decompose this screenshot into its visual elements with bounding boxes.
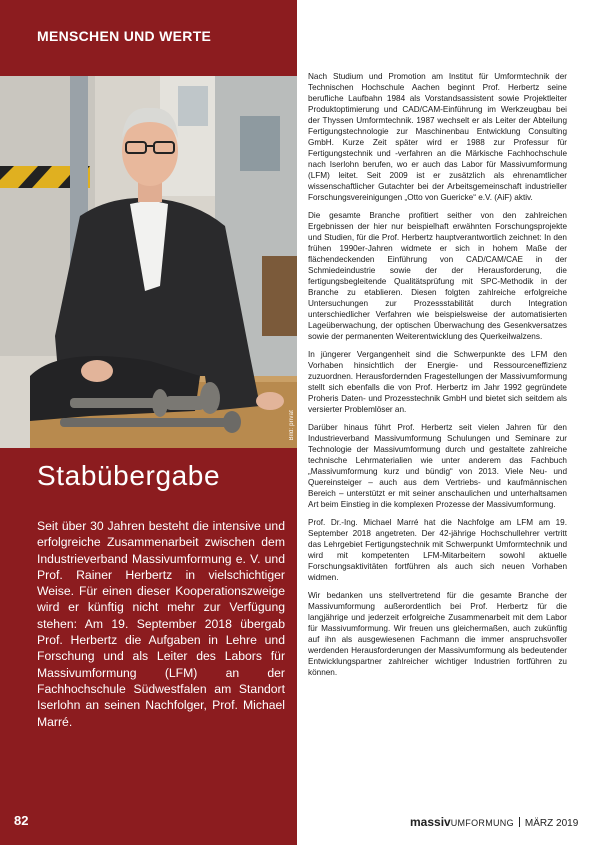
page-number: 82 [14, 813, 29, 828]
body-paragraph: In jüngerer Vergangenheit sind die Schwerpunkte des LFM den Vorhaben hinsichtlich der Energie- und Ressourceneffizienz zuzuordnen. Herausfordernden Fragestellungen der Massivumformung stellt sich ebenfalls die von Prof. Herbertz im Jahr 1992 gegründete Proheris Daten- und Prozesstechnik GmbH und bietet sich seitdem als versierter Problemlöser an. [308, 350, 567, 414]
lead-paragraph: Seit über 30 Jahren besteht die intensive und erfolgreiche Zusammenarbeit zwischen dem Industrieverband Massivumformung e. V. und Prof. Rainer Herbertz in vielschichtiger Weise. Für einen dieser Kooperationszweige wird er künftig nicht mehr zur Verfügung stehen: Am 19. September 2018 übergab Prof. Herbertz die Aufgaben in Lehre und Forschung und als Leiter des Labors für Massivumformung (LFM) an der Fachhochschule Südwestfalen am Standort Iserlohn an seinen Nachfolger, Prof. Michael Marré. [37, 519, 285, 729]
brand-name-rest: UMFORMUNG [450, 818, 514, 828]
portrait-photo [0, 76, 297, 448]
body-paragraph: Wir bedanken uns stellvertretend für die gesamte Branche der Massivumformung außerordentlich bei Prof. Herbertz für die langjährige und jederzeit erfolgreiche Zusammenarbeit mit dem Labor für Massivumformung. Wir freuen uns gleichermaßen, auch zukünftig auf ihn als ausgewiesenen Fachmann die immer anspruchsvoller werdenden Herausforderungen der Massivumformung als bedeutender Entwicklungspartner zahlreicher wichtiger Industrien fortführen zu können. [308, 591, 567, 677]
magazine-footer [410, 815, 578, 829]
portrait-illustration [0, 76, 297, 448]
article-headline: Stabübergabe [37, 460, 221, 491]
brand-name-bold: massiv [410, 815, 451, 829]
body-paragraph: Nach Studium und Promotion am Institut für Umformtechnik der Technischen Hochschule Aachen beginnt Prof. Herbertz seine berufliche Laufbahn 1984 als Vorstandsassistent sowie Projektleiter Produktoptimierung und CAD/CAM-Einführung im Werkzeugbau bei der Thyssen Umformtechnik. 1987 wechselt er als Leiter der Abteilung Fertigungstechnologie zur Maschinenbau Entwicklung Consulting GmbH. Kurze Zeit später wird er 1988 zur Professur für Fertigungstechnik und -verfahren an die Märkische Fachhochschule nach Iserlohn berufen, wo er auch das Labor für Massivumformung (LFM) leitet. Seit 2009 ist er zusätzlich als ehrenamtlicher wissenschaftlicher Gutachter bei der Arbeitsgemeinschaft industrieller Forschungsvereinigungen „Otto von Guericke“ e.V. (AiF) aktiv. [308, 72, 567, 202]
section-header: MENSCHEN UND WERTE [37, 28, 212, 44]
footer-divider [519, 817, 520, 827]
body-paragraph: Die gesamte Branche profitiert seither von den zahlreichen Ergebnissen der hier nur beispielhaft erwähnten Forschungsprojekte und Studien, für die Prof. Herbertz hauptverantwortlich zeichnet: In den frühen 1990er-Jahren widmete er sich in hohem Maße der flächendeckenden Einführung von CAD/CAM/CAE in der Schmiedeindustrie sowie der der Herausforderung, die fertigungsbegleitende Qualitätsprüfung mit SPC-Methodik in der Branche zu etablieren. Diesen folgten zahlreiche erfolgreiche Untersuchungen zur Prozessstabilität durch Integration unterschiedlicher Verfahren wie beispielsweise der automatisierten Lageüberwachung, der optischen Überwachung des Gesenkversatzes sowie der permanenten Weiterentwicklung des Querkeilwalzens. [308, 211, 567, 341]
body-paragraph: Prof. Dr.-Ing. Michael Marré hat die Nachfolge am LFM am 19. September 2018 angetreten. Der 42-jährige Hochschullehrer vertritt das Lehrgebiet Fertigungstechnik mit Schwerpunkt Umformtechnik und wird mit kompetenten LFM-Mitarbeitern sowohl aktuelle Forschungsaktivitäten fortführen als auch sich neuen Vorhaben widmen. [308, 518, 567, 582]
body-paragraph: Darüber hinaus führt Prof. Herbertz seit vielen Jahren für den Industrieverband Massivumformung Schulungen und Seminare zur Technologie der Massivumformung durch und gestaltete zahlreiche technische Lehrmaterialien wie unter anderem das Fachbuch „Massivumformung kurz und bündig“ von 2013. Viele Neu- und Quereinsteiger – auch aus dem Vertriebs- und kaufmännischen Bereich – unterstützt er mit seiner anschaulichen und unterhaltsamen Art beim Einstieg in die komplexen Prozesse der Massivumformung. [308, 423, 567, 509]
photo-credit: Bild: privat [289, 409, 295, 440]
body-column [308, 71, 567, 685]
issue-date: MÄRZ 2019 [524, 818, 579, 829]
left-column [0, 0, 297, 845]
